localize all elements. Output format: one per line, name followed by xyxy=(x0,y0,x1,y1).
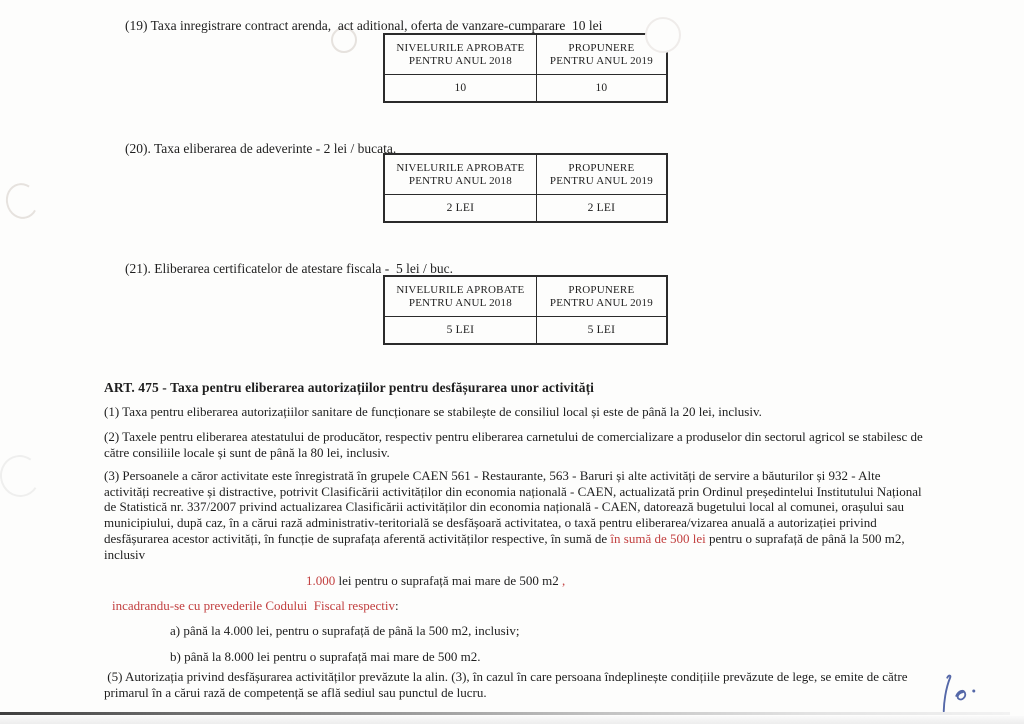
scan-bottom-edge-line xyxy=(0,712,1010,715)
scan-arc-artifact xyxy=(0,452,43,500)
list-item-b: b) până la 8.000 lei pentru o suprafață mai mare de 500 m2. xyxy=(170,649,481,664)
table-header-approved-2018: NIVELURILE APROBATE PENTRU ANUL 2018 xyxy=(396,283,525,309)
paragraph-3-red-amount: în sumă de 500 lei xyxy=(610,530,706,546)
list-item-a: a) până la 4.000 lei, pentru o suprafață de până la 500 m2, inclusiv; xyxy=(170,623,520,638)
table-header-proposed-2019: PROPUNERE PENTRU ANUL 2019 xyxy=(536,155,666,194)
fee-item-20: (20). Taxa eliberarea de adeverinte - 2 lei / bucata. xyxy=(125,140,397,156)
table-header-approved-2018: NIVELURILE APROBATE PENTRU ANUL 2018 xyxy=(396,41,525,67)
framing-line-red: incadrandu-se cu prevederile Codului Fiscal respectiv xyxy=(112,598,396,613)
table-value-2018: 2 LEI xyxy=(446,201,475,214)
amount-1000-comma: , xyxy=(561,573,566,588)
table-value-2018: 10 xyxy=(454,81,467,94)
paragraph-1: (1) Taxa pentru eliberarea autorizațiilor sanitare de funcționare se stabilește de consiliul local și este de până la 20 lei, inclusiv. xyxy=(104,404,762,419)
table-header-proposed-2019: PROPUNERE PENTRU ANUL 2019 xyxy=(536,35,666,74)
amount-1000-text: lei pentru o suprafață mai mare de 500 m2 xyxy=(335,573,562,588)
amount-1000-line xyxy=(306,573,926,589)
scan-arc-artifact xyxy=(2,180,42,223)
paragraph-3 xyxy=(104,468,924,562)
article-475-heading: ART. 475 - Taxa pentru eliberarea autorizațiilor pentru desfășurarea unor activități xyxy=(104,379,595,395)
table-value-2018: 5 LEI xyxy=(446,323,475,336)
table-header-proposed-2019: PROPUNERE PENTRU ANUL 2019 xyxy=(536,277,666,316)
fee-table-20 xyxy=(383,153,668,223)
fee-table-21 xyxy=(383,275,668,345)
scan-blob-artifact xyxy=(645,17,681,53)
paragraph-3-tail: pentru o suprafață de până la 500 m2, inclusiv xyxy=(104,530,908,562)
table-value-2019: 5 LEI xyxy=(536,317,666,343)
paragraph-5: (5) Autorizația privind desfășurarea activităților prevăzute la alin. (3), în cazul în care persoana îndeplinește condițiile prevăzute de lege, se emite de către primarul în a cărui rază de competență se află sediul sau punctul de lucru. xyxy=(104,669,911,700)
fee-item-19: (19) Taxa inregistrare contract arenda, act aditional, oferta de vanzare-cumparare 10 lei xyxy=(125,17,603,33)
paragraph-2: (2) Taxele pentru eliberarea atestatului de producător, respectiv pentru eliberarea carnetului de comercializare a produselor din sectorul agricol se stabilesc de către consiliile locale și sunt de până la 80 lei, inclusiv. xyxy=(104,429,927,460)
amount-1000-red: 1.000 xyxy=(306,573,336,588)
framing-line xyxy=(112,598,932,614)
table-header-approved-2018: NIVELURILE APROBATE PENTRU ANUL 2018 xyxy=(396,161,525,187)
framing-line-colon: : xyxy=(395,598,399,613)
scan-bottom-shade xyxy=(0,716,1024,724)
table-value-2019: 2 LEI xyxy=(536,195,666,221)
fee-table-19 xyxy=(383,33,668,103)
paragraph-3-lead: (3) Persoanele a căror activitate este înregistrată în grupele CAEN 561 - Restaurante, 563 - Baruri și alte activități de servire a băuturilor și 932 - Alte activități recreative și distractive, potrivit Clasificării activităților din economia națională - CAEN, actualizată prin Ordinul președintelui Institutului Național de Statistică nr. 337/2007 privind actualizarea Clasificării activităților din economia națională - CAEN, datorează bugetului local al comunei, orașului sau municipiului, după caz, în a cărui rază administrativ-teritorială se desfășoară activitatea, o taxă pentru eliberarea/vizarea anuală a autorizației privind desfășurarea acestor activități, în funcție de suprafața aferentă activităților respective, în sumă de xyxy=(104,468,925,546)
table-value-2019: 10 xyxy=(536,75,666,101)
fee-item-21: (21). Eliberarea certificatelor de atestare fiscala - 5 lei / buc. xyxy=(125,260,453,276)
